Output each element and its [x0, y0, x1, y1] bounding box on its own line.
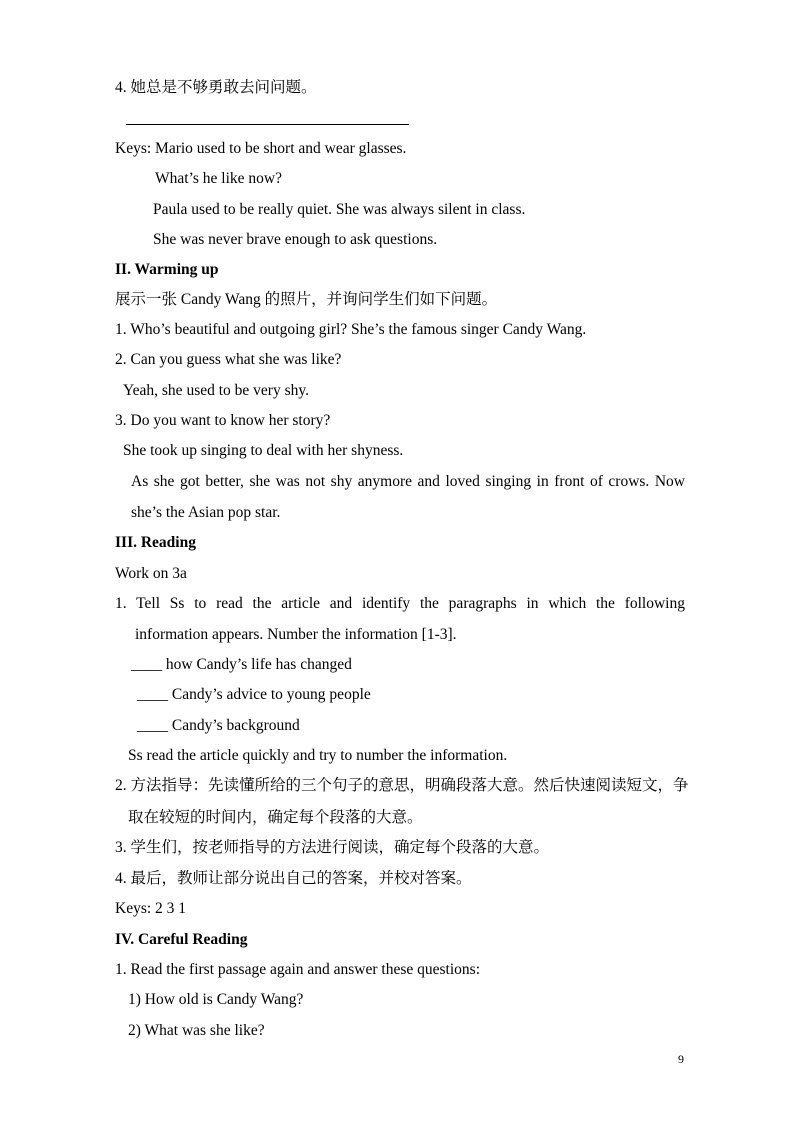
reading-step-1a: 1. Tell Ss to read the article and identify the paragraphs in which the following	[115, 595, 685, 612]
reading-option-3: ____ Candy’s background	[137, 717, 300, 734]
careful-reading-step-1: 1. Read the first passage again and answer these questions:	[115, 961, 481, 978]
keys-line-2: What’s he like now?	[155, 170, 282, 187]
keys-line-1: Keys: Mario used to be short and wear glasses.	[115, 140, 407, 157]
section-2-intro: 展示一张 Candy Wang 的照片，并询问学生们如下问题。	[115, 291, 498, 308]
section-3-heading: III. Reading	[115, 534, 196, 551]
section-2-heading: II. Warming up	[115, 261, 219, 278]
warmup-question-2: 2. Can you guess what she was like?	[115, 351, 342, 368]
warmup-answer-3a: She took up singing to deal with her shyness.	[123, 442, 404, 459]
warmup-question-1: 1. Who’s beautiful and outgoing girl? She’s the famous singer Candy Wang.	[115, 321, 587, 338]
careful-question-2: 2) What was she like?	[128, 1022, 265, 1039]
section-3-work: Work on 3a	[115, 565, 187, 582]
warmup-answer-3c: she’s the Asian pop star.	[131, 504, 281, 521]
page-number: 9	[678, 1052, 684, 1066]
reading-step-1b: information appears. Number the information [1-3].	[135, 626, 457, 643]
section-4-heading: IV. Careful Reading	[115, 931, 248, 948]
reading-keys: Keys: 2 3 1	[115, 900, 187, 917]
careful-question-1: 1) How old is Candy Wang?	[128, 991, 304, 1008]
reading-step-3: 3. 学生们，按老师指导的方法进行阅读，确定每个段落的大意。	[115, 839, 550, 856]
keys-line-4: She was never brave enough to ask questions.	[153, 231, 438, 248]
warmup-question-3: 3. Do you want to know her story?	[115, 412, 331, 429]
answer-blank-line	[126, 124, 409, 125]
warmup-answer-2: Yeah, she used to be very shy.	[123, 382, 309, 399]
question-4: 4. 她总是不够勇敢去问问题。	[115, 79, 317, 96]
reading-step-2b: 取在较短的时间内，确定每个段落的大意。	[128, 809, 423, 826]
reading-option-2: ____ Candy’s advice to young people	[137, 686, 371, 703]
warmup-answer-3b: As she got better, she was not shy anymore and loved singing in front of crows. Now	[131, 473, 685, 490]
reading-step-4: 4. 最后，教师让部分说出自己的答案，并校对答案。	[115, 870, 472, 887]
reading-option-1: ____ how Candy’s life has changed	[131, 656, 352, 673]
reading-ss-instruction: Ss read the article quickly and try to number the information.	[128, 747, 508, 764]
keys-line-3: Paula used to be really quiet. She was always silent in class.	[153, 201, 526, 218]
reading-step-2a: 2. 方法指导：先读懂所给的三个句子的意思，明确段落大意。然后快速阅读短文，争	[115, 777, 689, 794]
